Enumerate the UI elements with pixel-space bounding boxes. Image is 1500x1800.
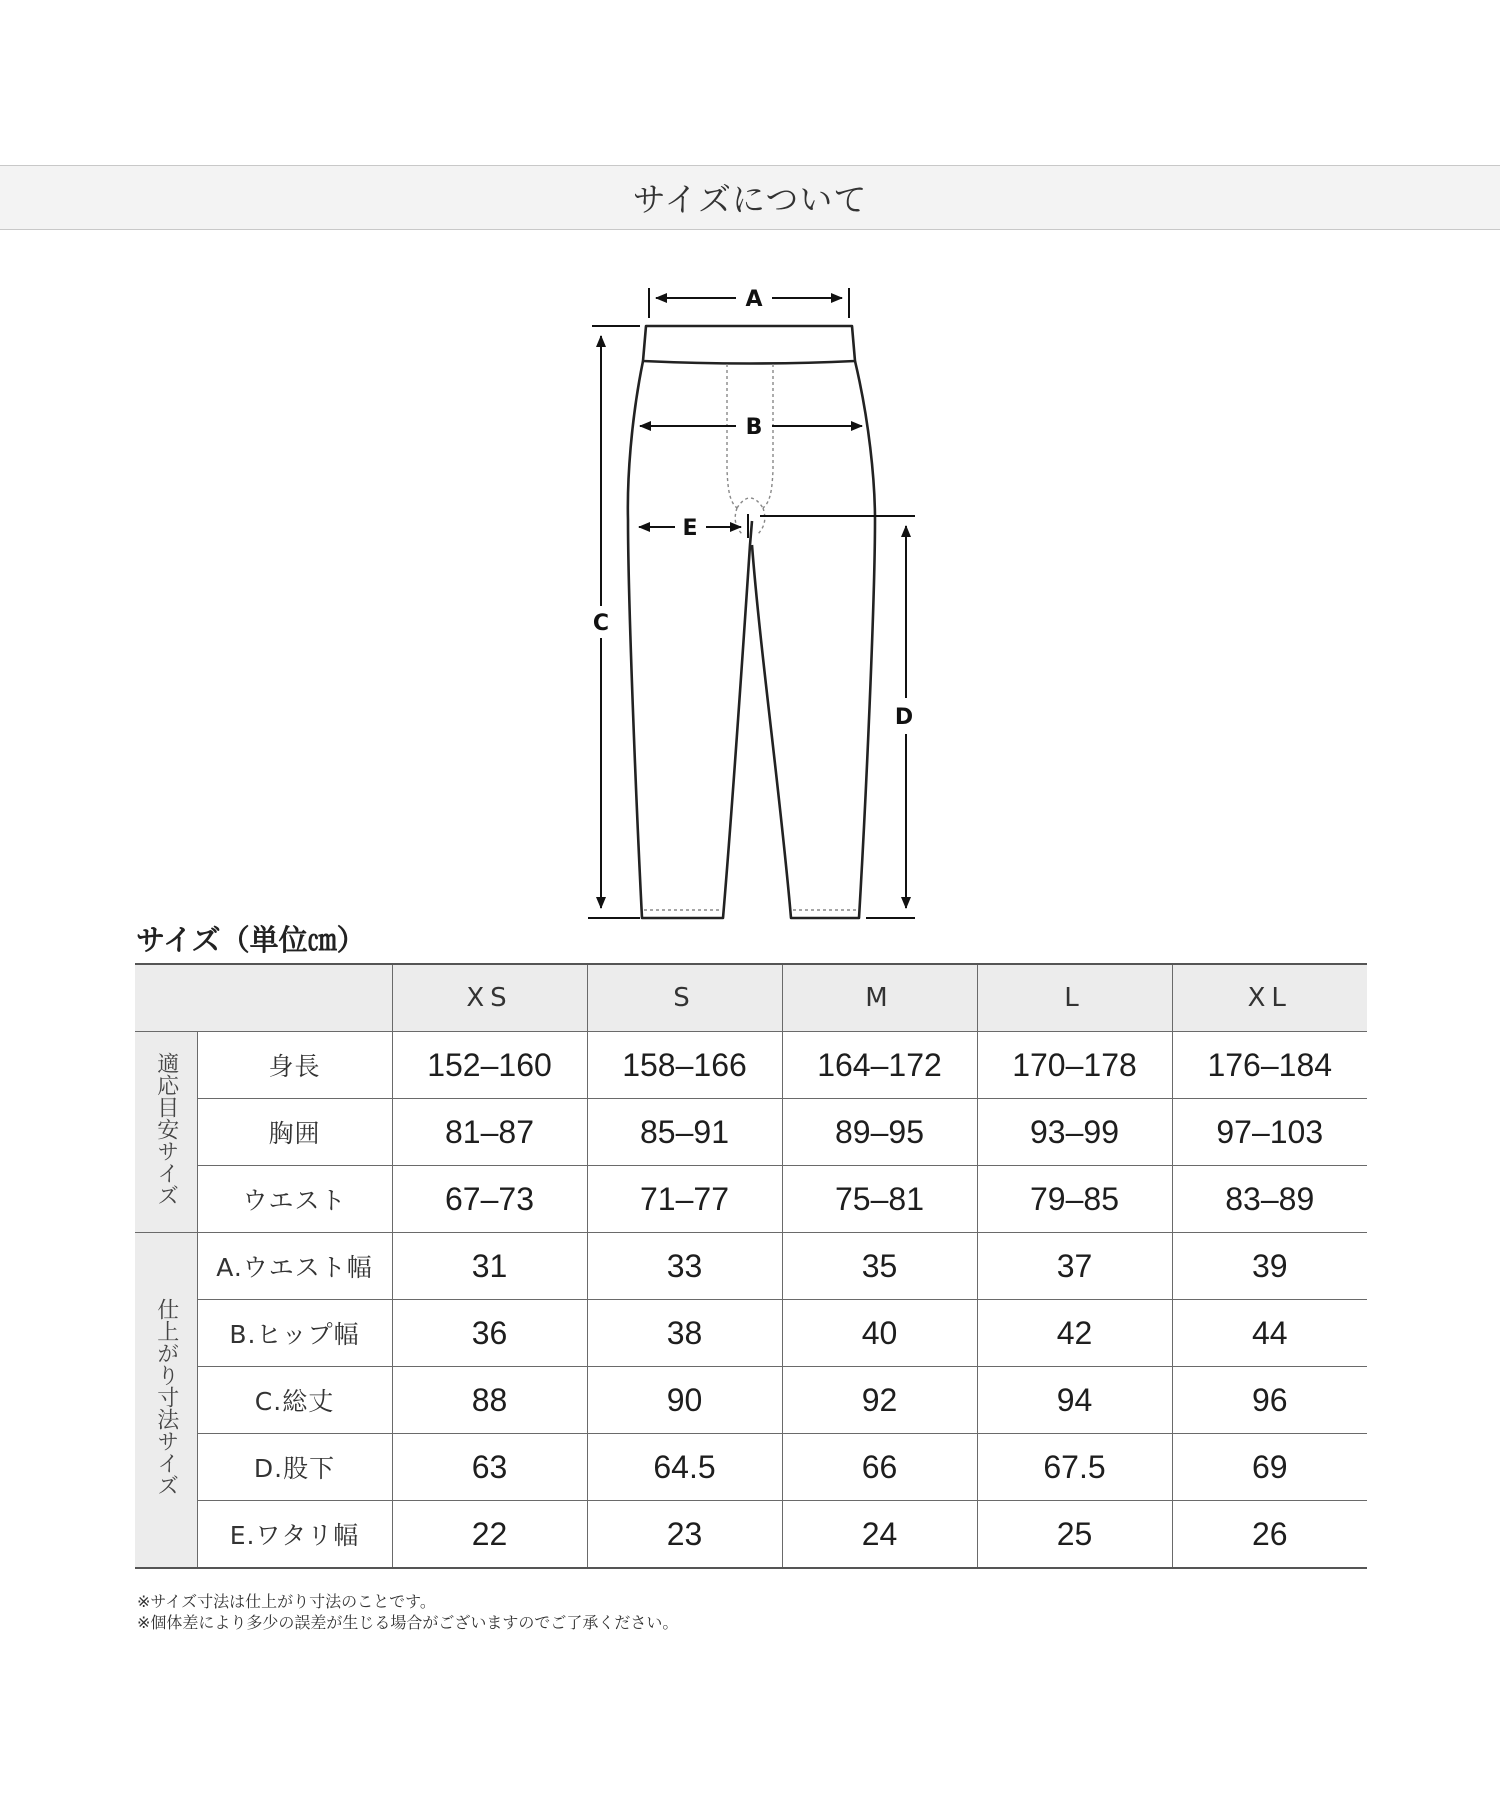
table-cell: 96 xyxy=(1172,1367,1367,1434)
table-cell: 36 xyxy=(392,1300,587,1367)
table-cell: 35 xyxy=(782,1233,977,1300)
dimension-label-b: B xyxy=(745,415,763,440)
table-row xyxy=(135,1300,1367,1367)
table-cell: 31 xyxy=(392,1233,587,1300)
group-label-fit-guide xyxy=(135,1032,197,1233)
table-cell: 40 xyxy=(782,1300,977,1367)
size-table xyxy=(135,963,1367,1569)
size-header-xl: XL xyxy=(1172,964,1367,1032)
table-corner-cell xyxy=(135,964,392,1032)
table-cell: 89–95 xyxy=(782,1099,977,1166)
row-label-waist: ウエスト xyxy=(197,1166,392,1233)
dimension-label-e: E xyxy=(682,516,698,541)
table-cell: 164–172 xyxy=(782,1032,977,1099)
table-cell: 66 xyxy=(782,1434,977,1501)
size-header-row xyxy=(135,964,1367,1032)
group-label-text: 適応目安サイズ xyxy=(153,1052,179,1206)
table-cell: 88 xyxy=(392,1367,587,1434)
table-row xyxy=(135,1032,1367,1099)
table-caption: サイズ（単位㎝） xyxy=(136,923,366,957)
table-cell: 152–160 xyxy=(392,1032,587,1099)
table-row xyxy=(135,1367,1367,1434)
group-label-finished-size xyxy=(135,1233,197,1569)
table-cell: 94 xyxy=(977,1367,1172,1434)
table-cell: 63 xyxy=(392,1434,587,1501)
row-label-total-length: C.総丈 xyxy=(197,1367,392,1434)
dimension-label-d: D xyxy=(894,705,914,730)
row-label-chest: 胸囲 xyxy=(197,1099,392,1166)
section-title: サイズについて xyxy=(632,180,868,219)
row-label-height: 身長 xyxy=(197,1032,392,1099)
table-cell: 22 xyxy=(392,1501,587,1569)
footnotes xyxy=(137,1591,678,1633)
table-cell: 81–87 xyxy=(392,1099,587,1166)
row-label-waist-width: A.ウエスト幅 xyxy=(197,1233,392,1300)
table-cell: 158–166 xyxy=(587,1032,782,1099)
dimension-label-a: A xyxy=(745,287,763,312)
table-cell: 26 xyxy=(1172,1501,1367,1569)
table-cell: 176–184 xyxy=(1172,1032,1367,1099)
size-header-m: M xyxy=(782,964,977,1032)
table-cell: 64.5 xyxy=(587,1434,782,1501)
table-row xyxy=(135,1434,1367,1501)
table-cell: 90 xyxy=(587,1367,782,1434)
footnote-line: ※サイズ寸法は仕上がり寸法のことです。 xyxy=(137,1592,436,1611)
group-label-text: 仕上がり寸法サイズ xyxy=(153,1298,179,1496)
size-header-s: S xyxy=(587,964,782,1032)
table-row xyxy=(135,1501,1367,1569)
table-row xyxy=(135,1099,1367,1166)
table-cell: 170–178 xyxy=(977,1032,1172,1099)
table-cell: 67–73 xyxy=(392,1166,587,1233)
table-cell: 39 xyxy=(1172,1233,1367,1300)
table-cell: 79–85 xyxy=(977,1166,1172,1233)
dimension-d xyxy=(760,516,915,918)
table-cell: 83–89 xyxy=(1172,1166,1367,1233)
table-cell: 85–91 xyxy=(587,1099,782,1166)
row-label-hip-width: B.ヒップ幅 xyxy=(197,1300,392,1367)
row-label-thigh-width: E.ワタリ幅 xyxy=(197,1501,392,1569)
table-row xyxy=(135,1166,1367,1233)
row-label-inseam: D.股下 xyxy=(197,1434,392,1501)
table-cell: 44 xyxy=(1172,1300,1367,1367)
table-cell: 75–81 xyxy=(782,1166,977,1233)
table-cell: 24 xyxy=(782,1501,977,1569)
table-cell: 67.5 xyxy=(977,1434,1172,1501)
table-cell: 97–103 xyxy=(1172,1099,1367,1166)
table-cell: 69 xyxy=(1172,1434,1367,1501)
table-cell: 38 xyxy=(587,1300,782,1367)
table-cell: 37 xyxy=(977,1233,1172,1300)
table-cell: 25 xyxy=(977,1501,1172,1569)
table-cell: 42 xyxy=(977,1300,1172,1367)
size-header-l: L xyxy=(977,964,1172,1032)
dimension-label-c: C xyxy=(592,611,610,636)
table-cell: 71–77 xyxy=(587,1166,782,1233)
table-cell: 23 xyxy=(587,1501,782,1569)
footnote-line: ※個体差により多少の誤差が生じる場合がございますのでご了承ください。 xyxy=(137,1613,679,1632)
table-row xyxy=(135,1233,1367,1300)
size-header-xs: XS xyxy=(392,964,587,1032)
table-cell: 92 xyxy=(782,1367,977,1434)
stitch-lines xyxy=(644,364,857,910)
table-cell: 93–99 xyxy=(977,1099,1172,1166)
table-cell: 33 xyxy=(587,1233,782,1300)
